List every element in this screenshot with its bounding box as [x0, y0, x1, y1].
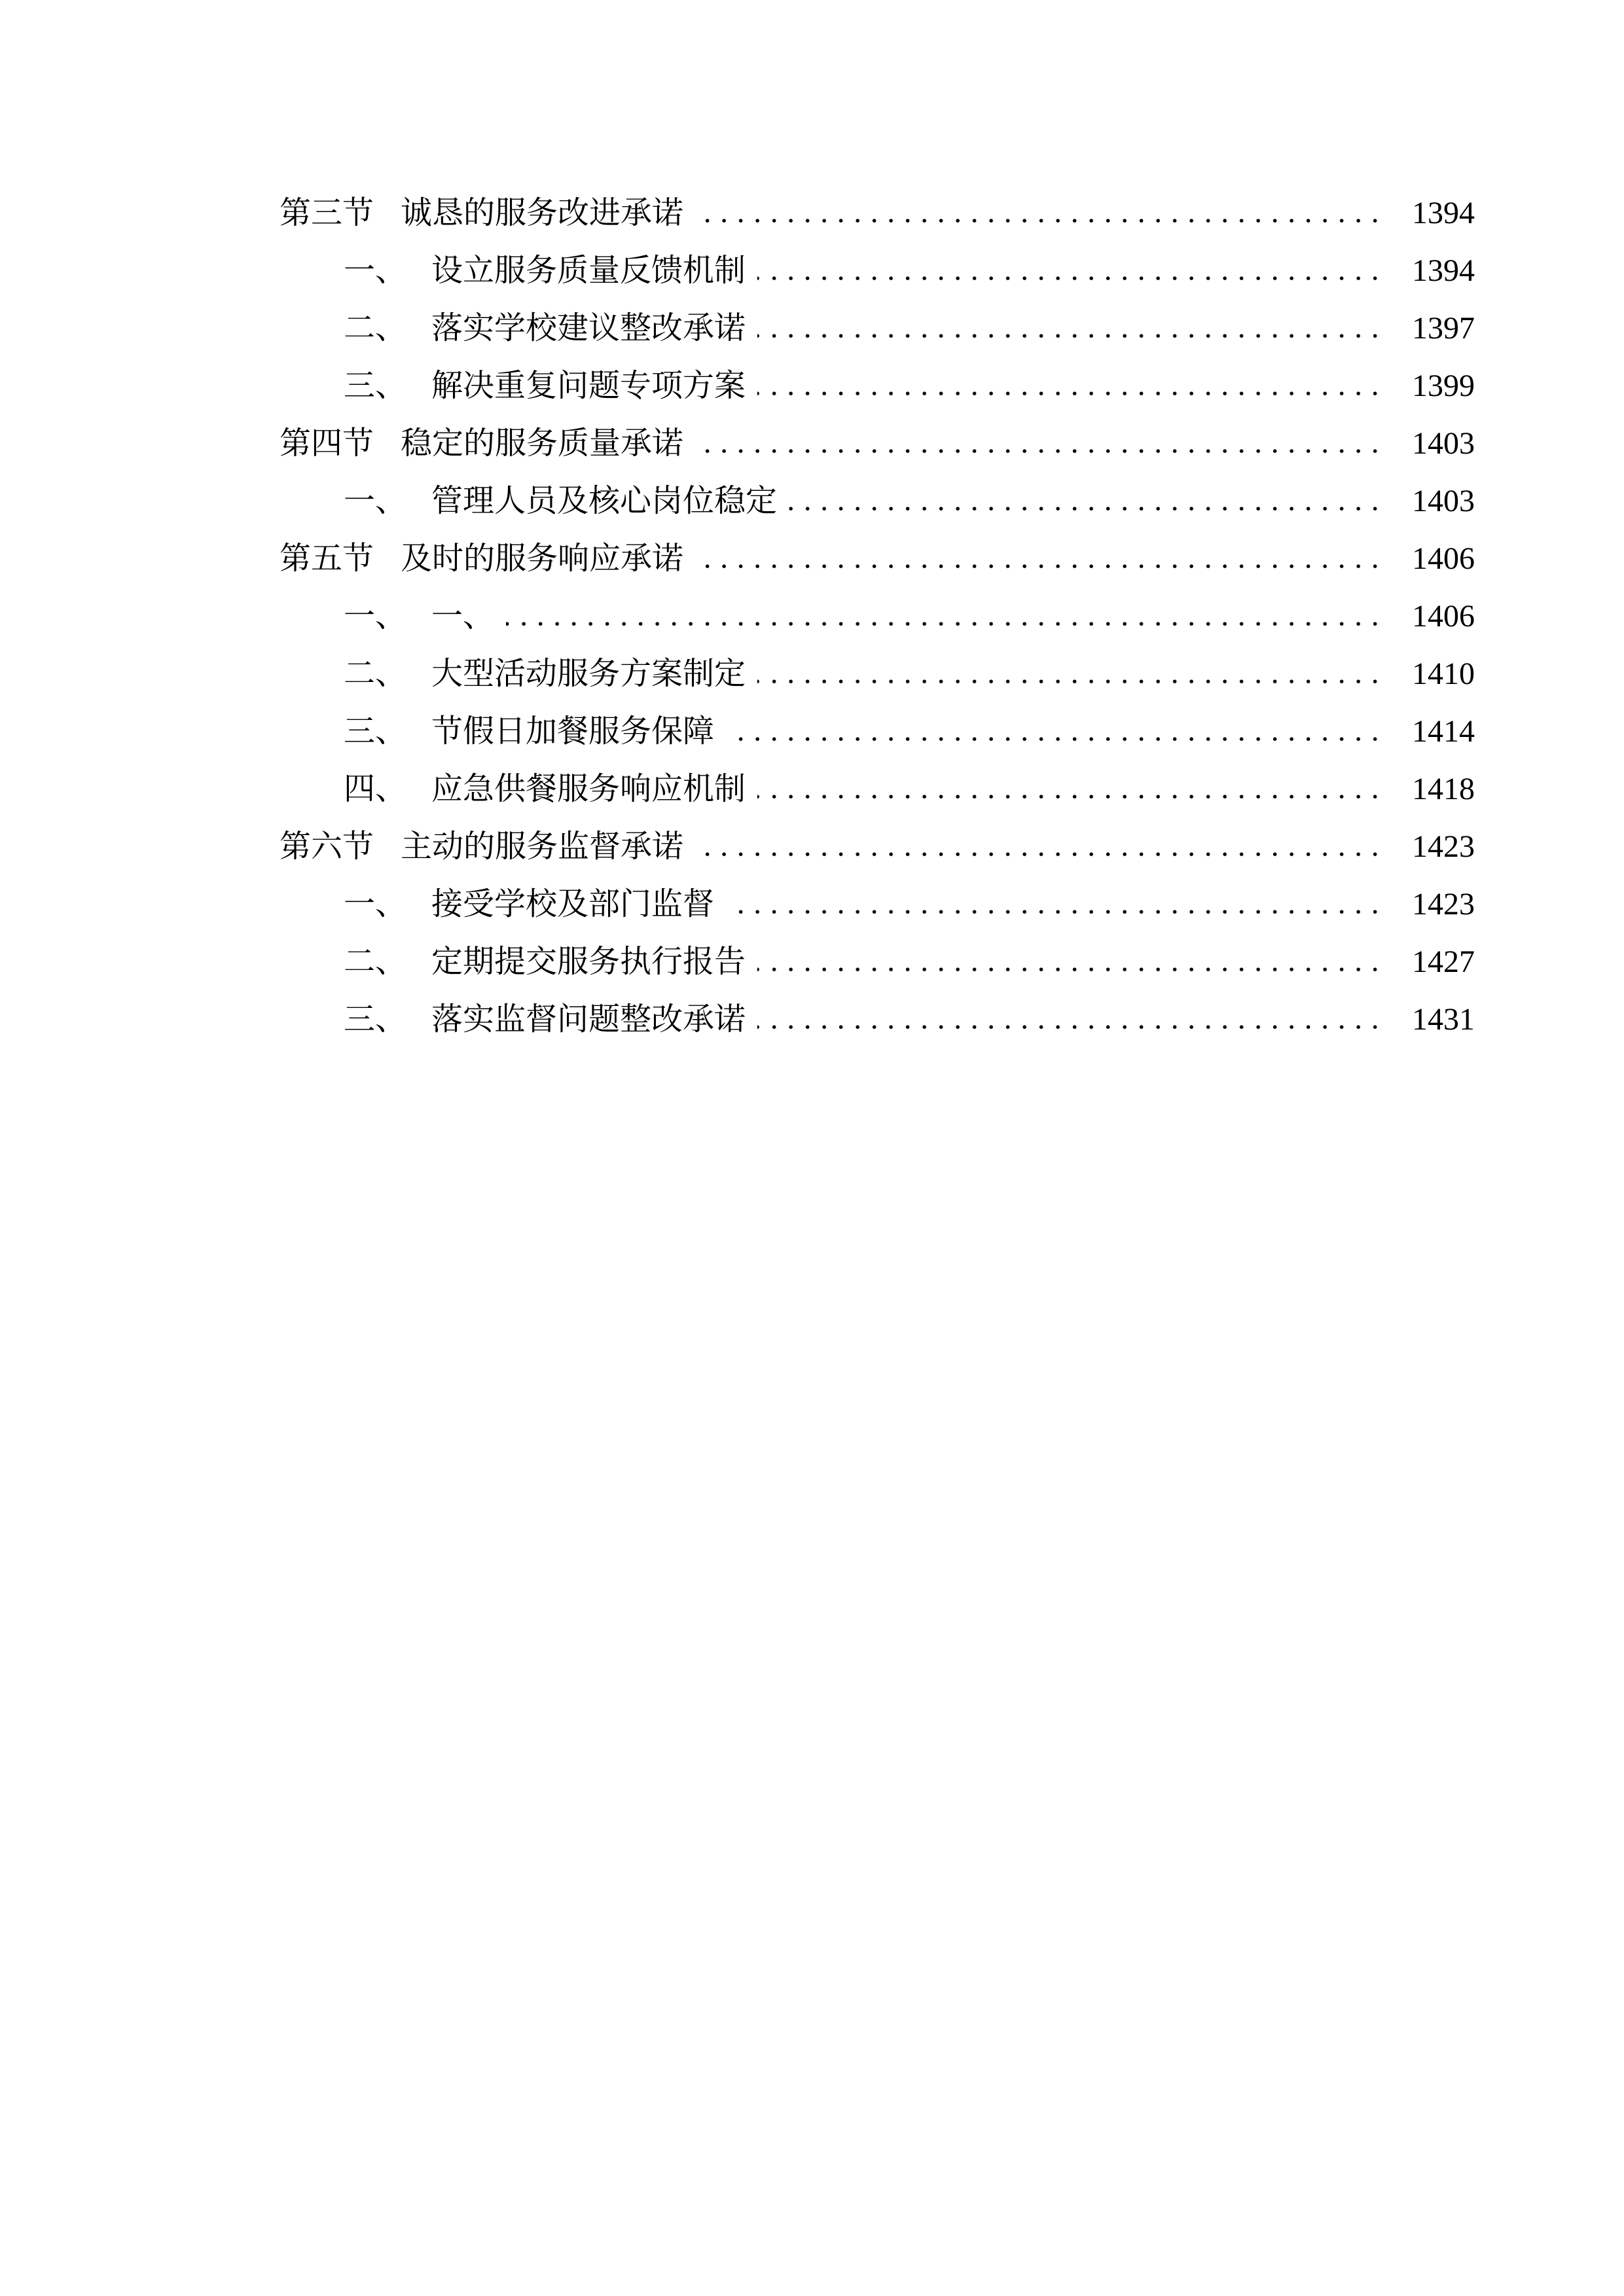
toc-entry-section[interactable]: [0, 831, 1624, 863]
toc-entry-number: 三、: [344, 368, 407, 403]
toc-entry-title: 落实监督问题整改承诺: [431, 1002, 746, 1037]
dot-leader: [757, 679, 1390, 684]
toc-entry-title: 设立服务质量反馈机制: [431, 253, 746, 288]
toc-entry-number: 二、: [344, 311, 407, 346]
toc-entry-number: 一、: [344, 253, 407, 288]
toc-entry-page-number: 1423: [1412, 887, 1475, 922]
toc-entry-page-number: 1399: [1412, 368, 1475, 403]
dot-leader: [757, 1025, 1390, 1030]
dot-leader: [695, 564, 1390, 569]
toc-entry-page-number: 1406: [1412, 599, 1475, 634]
toc-entry-page-number: 1403: [1412, 484, 1475, 518]
toc-entry-title: 落实学校建议整改承诺: [431, 311, 746, 346]
dot-leader: [757, 334, 1390, 338]
toc-entry-item[interactable]: [0, 716, 1624, 747]
toc-entry-number: 第五节: [280, 541, 374, 576]
toc-entry-title: 及时的服务响应承诺: [401, 541, 684, 576]
toc-entry-number: 第四节: [280, 426, 374, 461]
toc-entry-number: 第六节: [280, 829, 374, 864]
toc-entry-item[interactable]: [0, 255, 1624, 287]
toc-entry-item[interactable]: [0, 313, 1624, 344]
toc-entry-page-number: 1394: [1412, 253, 1475, 288]
toc-entry-page-number: 1414: [1412, 714, 1475, 749]
toc-entry-title: 稳定的服务质量承诺: [401, 426, 684, 461]
toc-entry-page-number: 1427: [1412, 944, 1475, 979]
toc-entry-item[interactable]: [0, 889, 1624, 920]
toc-entry-title: 管理人员及核心岗位稳定: [431, 484, 778, 518]
toc-entry-number: 一、: [344, 887, 407, 922]
dot-leader: [757, 391, 1390, 396]
toc-entry-page-number: 1403: [1412, 426, 1475, 461]
toc-entry-page-number: 1410: [1412, 656, 1475, 691]
toc-entry-title: 定期提交服务执行报告: [431, 944, 746, 979]
dot-leader: [695, 852, 1390, 857]
toc-entry-page-number: 1394: [1412, 196, 1475, 230]
toc-entry-title: 诚恳的服务改进承诺: [401, 196, 684, 230]
toc-list: [0, 198, 1624, 1062]
dot-leader: [757, 967, 1390, 972]
toc-entry-section[interactable]: [0, 543, 1624, 575]
toc-entry-page-number: 1431: [1412, 1002, 1475, 1037]
toc-entry-page-number: 1406: [1412, 541, 1475, 576]
toc-entry-page-number: 1423: [1412, 829, 1475, 864]
toc-entry-page-number: 1418: [1412, 772, 1475, 806]
dot-leader: [695, 449, 1390, 454]
toc-entry-item[interactable]: [0, 946, 1624, 978]
toc-entry-item[interactable]: [0, 601, 1624, 632]
toc-entry-number: 第三节: [280, 196, 374, 230]
dot-leader: [789, 507, 1390, 511]
dot-leader: [757, 795, 1390, 799]
toc-entry-title: 一、: [431, 599, 495, 634]
toc-entry-section[interactable]: [0, 428, 1624, 459]
toc-entry-section[interactable]: [0, 198, 1624, 229]
toc-entry-title: 解决重复问题专项方案: [431, 368, 746, 403]
toc-entry-title: 主动的服务监督承诺: [401, 829, 684, 864]
toc-entry-page-number: 1397: [1412, 311, 1475, 346]
toc-entry-title: 节假日加餐服务保障: [431, 714, 715, 749]
toc-entry-item[interactable]: [0, 370, 1624, 402]
toc-entry-item[interactable]: [0, 774, 1624, 805]
toc-entry-title: 应急供餐服务响应机制: [431, 772, 746, 806]
toc-entry-title: 大型活动服务方案制定: [431, 656, 746, 691]
toc-entry-number: 一、: [344, 484, 407, 518]
toc-entry-number: 三、: [344, 714, 407, 749]
toc-entry-item[interactable]: [0, 1004, 1624, 1035]
toc-entry-item[interactable]: [0, 486, 1624, 517]
toc-entry-title: 接受学校及部门监督: [431, 887, 715, 922]
dot-leader: [726, 737, 1390, 742]
toc-entry-number: 一、: [344, 599, 407, 634]
dot-leader: [506, 622, 1390, 626]
dot-leader: [695, 219, 1390, 223]
toc-entry-item[interactable]: [0, 658, 1624, 690]
dot-leader: [757, 276, 1390, 281]
toc-entry-number: 二、: [344, 944, 407, 979]
toc-entry-number: 三、: [344, 1002, 407, 1037]
toc-entry-number: 二、: [344, 656, 407, 691]
toc-entry-number: 四、: [344, 772, 407, 806]
dot-leader: [726, 910, 1390, 914]
